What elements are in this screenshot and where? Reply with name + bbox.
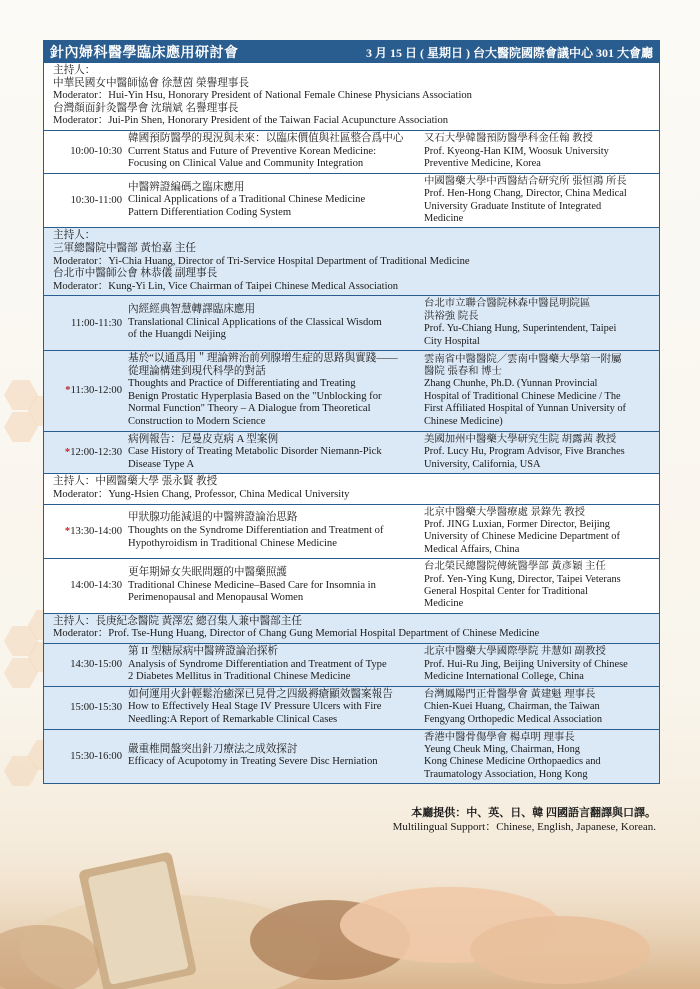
session-time — [44, 580, 124, 591]
moderator-line: Moderator：Kung-Yi Lin, Vice Chairman of Taipei Chinese Medical Association — [53, 280, 399, 292]
session-speaker-line: University Graduate Institute of Integrated — [424, 200, 602, 212]
session-speaker — [421, 559, 659, 613]
session-speaker-line: 醫院 張春和 博士 — [424, 365, 502, 377]
session-title-line: 內經經典智慧轉譯臨床應用 — [128, 304, 256, 316]
session-time-text: 11:00-11:30 — [70, 317, 122, 329]
session-title-line: Construction to Modern Science — [128, 415, 266, 427]
session-title-line: Focusing on Clinical Value and Community Integration — [128, 158, 364, 170]
session-title — [124, 131, 421, 173]
session-row — [44, 174, 659, 229]
session-title-line: Efficacy of Acupotomy in Treating Severe Disc Herniation — [128, 756, 378, 768]
session-title-line: 甲狀腺功能減退的中醫辨證論治思路 — [128, 512, 298, 524]
moderator-line: 主持人： — [53, 65, 96, 76]
session-speaker-line: Medicine — [424, 212, 464, 224]
session-title-line: Analysis of Syndrome Differentiation and Treatment of Type — [128, 658, 387, 670]
session-time-text: 13:30-14:00 — [70, 525, 122, 537]
session-speaker-line: 台灣鳳陽門正骨醫學會 黃建魁 理事長 — [424, 689, 596, 700]
session-title-line: 2 Diabetes Mellitus in Traditional Chinese Medicine — [128, 671, 351, 683]
session-title-line: 更年期婦女失眠問題的中醫藥照護 — [128, 567, 287, 579]
session-title-line: How to Effectively Heal Stage IV Pressure Ulcers with Fire — [128, 701, 382, 713]
session-time — [44, 385, 124, 396]
moderator-line: 台北市中醫師公會 林恭儀 副理事長 — [53, 268, 218, 280]
session-time-text: 10:00-10:30 — [70, 146, 122, 158]
session-speaker — [421, 174, 659, 228]
session-speaker — [421, 730, 659, 784]
table-header — [44, 41, 659, 63]
session-speaker-line: 台北市立聯合醫院林森中醫昆明院區 — [424, 298, 591, 310]
star-marker: * — [64, 525, 71, 537]
session-time — [44, 447, 124, 458]
session-speaker-line: Chinese Medicine) — [424, 415, 503, 427]
moderator-block — [44, 474, 659, 504]
session-title — [124, 351, 421, 431]
moderator-line: Moderator：Yung-Hsien Chang, Professor, China Medical University — [53, 488, 350, 500]
star-marker: * — [65, 385, 71, 397]
session-speaker-line: 洪裕強 院長 — [424, 310, 479, 322]
session-title-line: 中醫辨證編碼之臨床應用 — [128, 181, 245, 193]
moderator-block — [44, 228, 659, 296]
session-time-text: 14:30-15:00 — [70, 659, 122, 671]
moderator-line: Moderator：Hui-Yin Hsu, Honorary President of National Female Chinese Physicians Association — [53, 90, 472, 102]
session-time — [44, 318, 124, 329]
session-title-line: 基於“以通爲用＂理論辨治前列腺增生症的思路與實踐—— — [128, 352, 398, 364]
session-title — [124, 644, 421, 686]
session-title-line: Traditional Chinese Medicine–Based Care for Insomnia in — [128, 579, 376, 591]
session-time-text: 15:30-16:00 — [70, 750, 122, 762]
session-speaker-line: 中國醫藥大學中西醫結合研究所 張恒鴻 所長 — [424, 175, 627, 187]
session-title-line: Perimenopausal and Menopausal Women — [128, 592, 304, 604]
session-speaker-line: Prof. Yu-Chiang Hung, Superintendent, Taipei — [424, 323, 617, 335]
session-time-text: 12:00-12:30 — [70, 446, 122, 458]
session-title-line: 嚴重椎間盤突出針刀療法之成效探討 — [128, 743, 298, 755]
session-speaker-line: Prof. Yen-Ying Kung, Director, Taipei Veterans — [424, 573, 621, 585]
session-speaker-line: Medicine — [424, 598, 464, 610]
language-note-zh: 本廳提供：中、英、日、韓 四國語言翻譯與口譯。 — [411, 807, 656, 819]
session-speaker-line: 雲南省中醫醫院／雲南中醫藥大學第一附屬 — [424, 353, 622, 365]
session-time — [44, 659, 124, 670]
session-title-line: Normal Function" Theory – A Dialogue from Theoretical — [128, 403, 371, 415]
session-title-line: Thoughts and Practice of Differentiating and Treating — [128, 378, 356, 390]
moderator-line: 三軍總醫院中醫部 黃怡嘉 主任 — [53, 242, 197, 254]
session-title-line: Hypothyroidism in Traditional Chinese Medicine — [128, 537, 337, 549]
session-time-text: 11:30-12:00 — [70, 385, 122, 397]
session-title — [124, 432, 421, 474]
moderator-line: Moderator：Jui-Pin Shen, Honorary President of the Taiwan Facial Acupuncture Association — [53, 115, 449, 127]
language-note-en: Multilingual Support：Chinese, English, Japanese, Korean. — [392, 821, 656, 833]
session-title-line: Translational Clinical Applications of the Classical Wisdom — [128, 316, 382, 328]
moderator-line: 主持人： — [53, 230, 96, 242]
session-speaker — [421, 432, 659, 473]
session-title-line: Current Status and Future of Preventive Korean Medicine: — [128, 145, 377, 157]
session-speaker-line: 美國加州中醫藥大學研究生院 胡露茜 教授 — [424, 433, 617, 445]
session-row — [44, 687, 659, 730]
session-speaker-line: University of Chinese Medicine Department of — [424, 531, 620, 543]
star-marker: * — [64, 446, 71, 458]
session-title-line: Disease Type A — [128, 458, 195, 470]
session-speaker-line: Prof. Lucy Hu, Program Advisor, Five Branches — [424, 446, 625, 458]
session-list — [44, 63, 659, 783]
session-title-line: Benign Prostatic Hyperplasia Based on the "Unblocking for — [128, 390, 382, 402]
session-speaker-line: Medicine International College, China — [424, 671, 584, 683]
session-speaker-line: Kong Chinese Medicine Orthopaedics and — [424, 756, 601, 768]
session-speaker — [421, 352, 659, 430]
session-title — [124, 687, 421, 729]
date-venue: 3 月 15 日 ( 星期日 ) 台大醫院國際會議中心 301 大會廳 — [366, 45, 653, 60]
session-speaker-line: First Affiliated Hospital of Yunnan University of — [424, 403, 627, 415]
session-title — [124, 180, 421, 222]
moderator-line: 中華民國女中醫師協會 徐慧茵 榮譽理事長 — [53, 77, 249, 89]
session-row — [44, 730, 659, 784]
session-speaker — [421, 687, 659, 728]
moderator-line: 台灣顏面針灸醫學會 沈瑞斌 名譽理事長 — [53, 102, 239, 114]
moderator-block — [44, 614, 659, 644]
session-speaker-line: Hospital of Traditional Chinese Medicine / The — [424, 390, 621, 402]
session-speaker-line: Yeung Cheuk Ming, Chairman, Hong — [424, 743, 580, 755]
session-speaker-line: Medical Affairs, China — [424, 543, 520, 555]
session-title — [124, 510, 421, 552]
session-time-text: 10:30-11:00 — [70, 195, 122, 207]
session-title — [124, 742, 421, 771]
session-row — [44, 559, 659, 614]
session-title-line: of the Huangdi Neijing — [128, 329, 226, 341]
session-time — [44, 702, 124, 713]
session-time-text: 14:00-14:30 — [70, 580, 122, 592]
moderator-block — [44, 63, 659, 131]
session-row — [44, 296, 659, 351]
session-title-line: Thoughts on the Syndrome Differentiation and Treatment of — [128, 525, 384, 537]
moderator-line: Moderator：Yi-Chia Huang, Director of Tri-Service Hospital Department of Traditional Medicine — [53, 255, 470, 267]
session-row — [44, 351, 659, 432]
session-title-line: 第 II 型糖尿病中醫辨證論治探析 — [128, 645, 279, 657]
session-row — [44, 432, 659, 475]
session-title-line: Pattern Differentiation Coding System — [128, 206, 292, 218]
conference-title: 針內婦科醫學臨床應用研討會 — [50, 46, 239, 61]
session-title-line: Clinical Applications of a Traditional Chinese Medicine — [128, 194, 366, 206]
session-time — [44, 526, 124, 537]
session-speaker-line: Chien-Kuei Huang, Chairman, the Taiwan — [424, 701, 600, 713]
session-speaker-line: General Hospital Center for Traditional — [424, 585, 588, 597]
session-row — [44, 131, 659, 174]
session-speaker-line: City Hospital — [424, 335, 480, 347]
session-speaker-line: University, California, USA — [424, 458, 541, 470]
session-row — [44, 505, 659, 560]
session-speaker-line: Prof. Hui-Ru Jing, Beijing University of Chinese — [424, 658, 628, 670]
session-speaker-line: 北京中醫藥大學國際學院 井慧如 副教授 — [424, 646, 606, 658]
session-time — [44, 751, 124, 762]
session-speaker-line: Prof. Kyeong-Han KIM, Woosuk University — [424, 145, 609, 157]
session-time — [44, 195, 124, 206]
moderator-line: 主持人：長庚紀念醫院 黃澤宏 總召集人兼中醫部主任 — [53, 615, 302, 627]
session-speaker-line: Fengyang Orthopedic Medical Association — [424, 713, 603, 725]
session-speaker-line: 北京中醫藥大學醫療處 景錄先 教授 — [424, 506, 586, 518]
background-photo — [0, 830, 700, 989]
session-speaker-line: Prof. JING Luxian, Former Director, Beijing — [424, 518, 611, 530]
session-speaker-line: Preventive Medicine, Korea — [424, 158, 541, 170]
session-title-line: 病例報告：尼曼皮克病 A 型案例 — [128, 433, 279, 445]
session-title — [124, 565, 421, 607]
session-speaker — [421, 131, 659, 172]
session-title — [124, 302, 421, 344]
session-row — [44, 644, 659, 687]
session-time-text: 15:00-15:30 — [70, 702, 122, 714]
moderator-line: 主持人：中國醫藥大學 張永賢 教授 — [53, 476, 218, 488]
session-title-line: 如何運用火針輕鬆治癒深已見骨之四級褥瘡顯效醫案報告 — [128, 688, 393, 700]
session-time — [44, 146, 124, 157]
language-note — [393, 806, 656, 834]
session-speaker-line: Zhang Chunhe, Ph.D. (Yunnan Provincial — [424, 378, 598, 390]
session-speaker — [421, 296, 659, 350]
session-speaker — [421, 505, 659, 559]
moderator-line: Moderator：Prof. Tse-Hung Huang, Director of Chang Gung Memorial Hospital Department of Chinese Medicine — [53, 628, 540, 640]
session-speaker-line: 又石大學韓醫預防醫學科金任翰 教授 — [424, 133, 593, 145]
session-speaker-line: 台北榮民總醫院傳統醫學部 黃彥穎 主任 — [424, 561, 606, 573]
session-speaker-line: Prof. Hen-Hong Chang, Director, China Medical — [424, 188, 627, 200]
session-speaker-line: Traumatology Association, Hong Kong — [424, 768, 588, 780]
program-table — [43, 40, 660, 784]
session-title-line: 從理論構建到現代科學的對話 — [128, 365, 266, 377]
session-speaker — [421, 644, 659, 685]
session-speaker-line: 香港中醫骨傷學會 楊卓明 理事長 — [424, 731, 575, 743]
session-title-line: Case History of Treating Metabolic Disorder Niemann-Pick — [128, 446, 382, 458]
session-title-line: 韓國預防醫學的現況與未來：以臨床價值與社區整合爲中心 — [128, 132, 404, 144]
session-title-line: Needling:A Report of Remarkable Clinical Cases — [128, 713, 338, 725]
